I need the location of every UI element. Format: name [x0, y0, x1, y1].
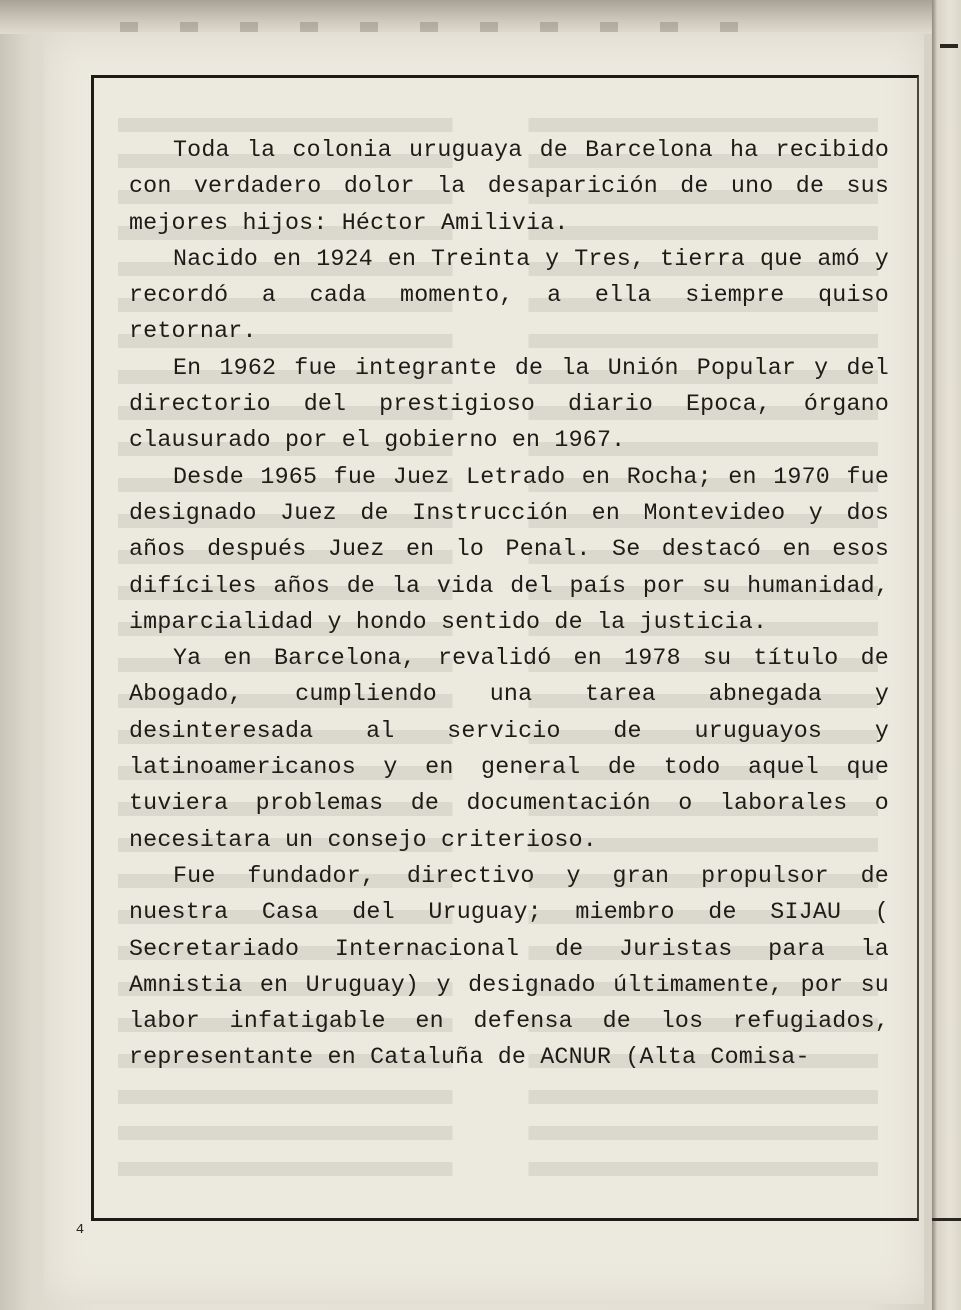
paragraph-1: Toda la colonia uruguaya de Barcelona ha recibido con verdadero dolor la desaparición de uno de sus mejores hijos: Héctor Amilivia.: [129, 137, 889, 236]
top-page-edge: [0, 0, 961, 34]
paragraph-2: Nacido en 1924 en Treinta y Tres, tierra que amó y recordó a cada momento, a ella siempre quiso retornar.: [129, 245, 889, 345]
paragraph-4: Desde 1965 fue Juez Letrado en Rocha; en 1970 fue designado Juez de Instrucción en Montevideo y dos años después Juez en lo Penal. Se destacó en esos difíciles años de la vida del país por su humanidad, imparcialidad y hondo sentido de la justicia.: [129, 463, 889, 635]
paragraph-3: En 1962 fue integrante de la Unión Popular y del directorio del prestigioso diario Epoca, órgano clausurado por el gobierno en 1967.: [129, 354, 889, 454]
facing-page-mark: [940, 44, 958, 48]
page-number: 4: [75, 1222, 85, 1238]
article-body: [129, 132, 889, 1076]
facing-page-rule: [932, 1218, 961, 1221]
top-edge-ink-marks: [120, 22, 740, 32]
paragraph-5: Ya en Barcelona, revalidó en 1978 su título de Abogado, cumpliendo una tarea abnegada y desinteresada al servicio de uruguayos y latinoamericanos y en general de todo aquel que tuviera problemas de documentación o laborales o necesitara un consejo criterioso.: [129, 645, 889, 853]
facing-page-edge: [932, 0, 961, 1310]
paragraph-6: Fue fundador, directivo y gran propulsor de nuestra Casa del Uruguay; miembro de SIJAU ( Secretariado Internacional de Juristas para la Amnistia en Uruguay) y designado últimamente, por su labor infatigable en defensa de los refugiados, representante en Cataluña de ACNUR (Alta Comisa-: [129, 862, 889, 1071]
